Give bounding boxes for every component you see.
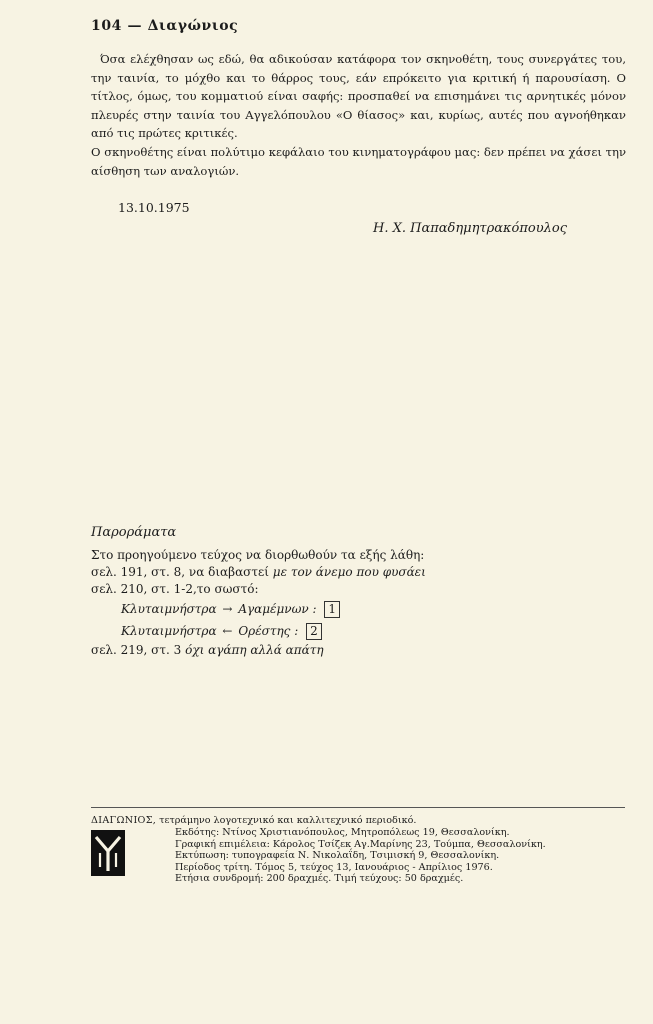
colophon-line-subscription: Ετήσια συνδρομή: 200 δραχμές. Τιμή τεύχους: 50 δραχμές. — [175, 873, 464, 884]
article-paragraph-1: Όσα ελέχθησαν ως εδώ, θα αδικούσαν κατάφορα τον σκηνοθέτη, τους συνεργάτες του, την ταινία, το μόχθο και το θάρρος τους, εάν επρόκειτο για κριτική ή παρουσίαση. Ο τίτλος, όμως, του κομματιού είναι σαφής: προσπαθεί να επισημάνει τις αρνητικές μόνον πλευρές στην ταινία του Αγγελόπουλου «Ο θίασος» και, κυρίως, αυτές που αγνοήθηκαν από τις πρώτες κριτικές. — [91, 52, 626, 141]
errata-line-1-phrase: με τον άνεμο που φυσάει — [272, 565, 426, 579]
mapping-1-number-box: 1 — [324, 601, 340, 618]
colophon-line-publisher: Εκδότης: Ντίνος Χριστιανόπουλος, Μητροπόλεως 19, Θεσσαλονίκη. — [175, 827, 510, 838]
mapping-2-number-box: 2 — [306, 623, 322, 640]
left-arrow-icon: ← — [222, 624, 233, 638]
errata-intro: Στο προηγούμενο τεύχος να διορθωθούν τα εξής λάθη: — [91, 548, 425, 562]
colophon — [91, 815, 631, 884]
errata-section — [91, 525, 511, 659]
magazine-logo-icon — [91, 830, 125, 876]
errata-mapping-1: Κλυταιμνήστρα → Αγαμέμνων : 1 — [121, 598, 511, 620]
article-date: 13.10.1975 — [118, 200, 190, 215]
errata-line-3 — [91, 642, 511, 659]
errata-line-2: σελ. 210, στ. 1-2,το σωστό: — [91, 582, 259, 596]
errata-title: Παροράματα — [91, 525, 177, 540]
magazine-name: ΔΙΑΓΩΝΙΟΣ, — [91, 815, 157, 826]
colophon-details — [175, 827, 546, 885]
mapping-1-left: Κλυταιμνήστρα — [121, 602, 217, 616]
right-arrow-icon: → — [222, 602, 233, 616]
errata-line-1-prefix: σελ. 191, στ. 8, να διαβαστεί — [91, 565, 269, 579]
article-text — [91, 50, 626, 180]
colophon-divider — [91, 807, 625, 808]
page-header: 104 — Διαγώνιος — [91, 18, 239, 34]
magazine-tagline: τετράμηνο λογοτεχνικό και καλλιτεχνικό περιοδικό. — [159, 815, 417, 826]
colophon-first-line — [91, 815, 631, 827]
errata-line-1 — [91, 564, 511, 581]
colophon-line-issue: Περίοδος τρίτη. Τόμος 5, τεύχος 13, Ιανουάριος - Απρίλιος 1976. — [175, 861, 493, 873]
author-signature: Η. Χ. Παπαδημητρακόπουλος — [373, 221, 567, 236]
mapping-2-left: Κλυταιμνήστρα — [121, 624, 217, 638]
colophon-line-design: Γραφική επιμέλεια: Κάρολος Τσίζεκ Αγ.Μαρίνης 23, Τούμπα, Θεσσαλονίκη. — [175, 838, 546, 850]
mapping-1-right: Αγαμέμνων — [238, 602, 309, 616]
article-paragraph-2: Ο σκηνοθέτης είναι πολύτιμο κεφάλαιο του κινηματογράφου μας: δεν πρέπει να χάσει την αίσθηση των αναλογιών. — [91, 144, 626, 178]
errata-mapping-2: Κλυταιμνήστρα ← Ορέστης : 2 — [121, 620, 511, 642]
mapping-2-right: Ορέστης — [238, 624, 291, 638]
colophon-line-printing: Εκτύπωση: τυπογραφεία Ν. Νικολαΐδη, Τσιμισκή 9, Θεσσαλονίκη. — [175, 850, 500, 861]
errata-line-3-prefix: σελ. 219, στ. 3 — [91, 643, 182, 657]
errata-line-3-phrase: όχι αγάπη αλλά απάτη — [185, 643, 324, 657]
